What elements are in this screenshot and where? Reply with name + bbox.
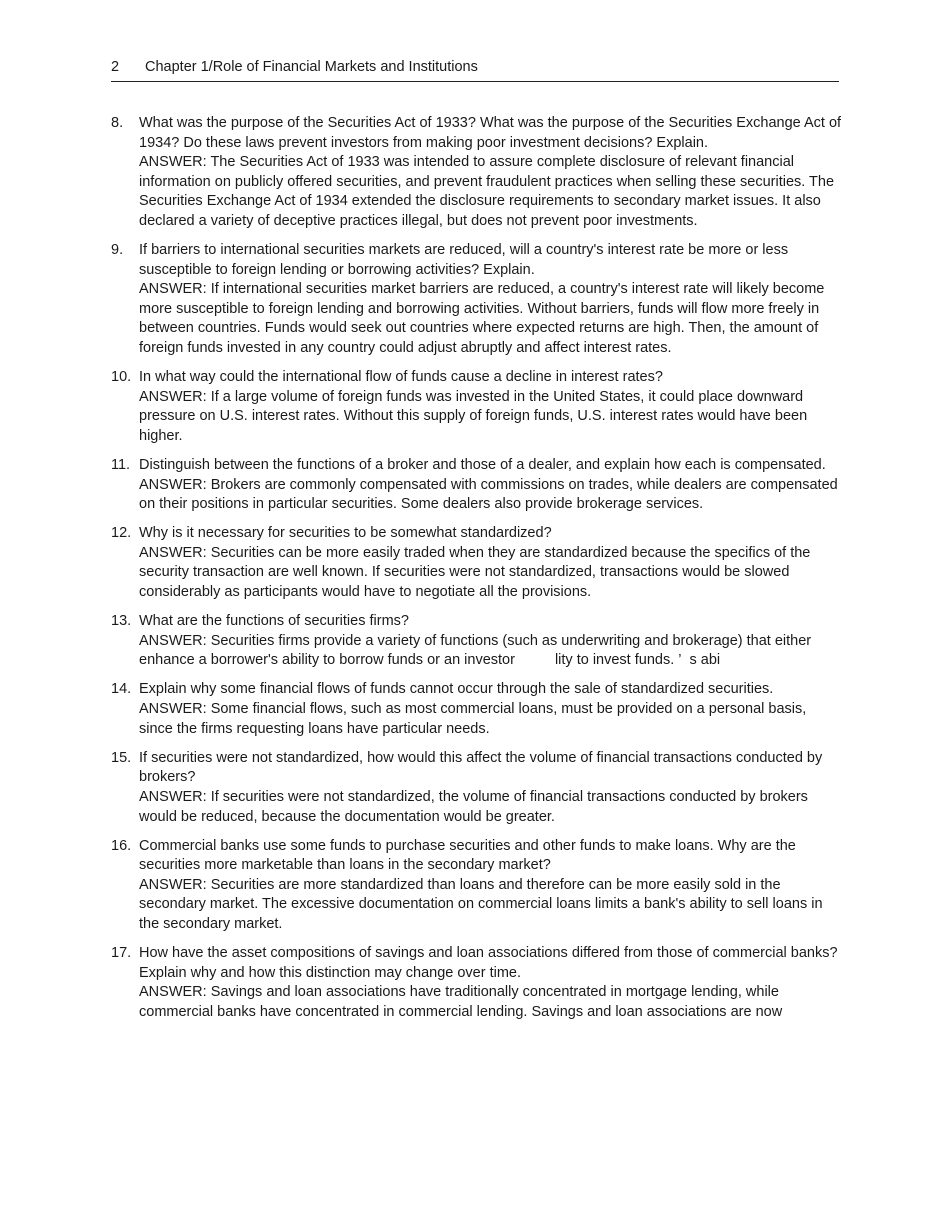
answer-fragment: ANSWER: Securities firms provide a variety of functions (such as underwriting and brokerage) that either enhance a borrower's ability to borrow funds or an investor [139,632,812,669]
question-text: In what way could the international flow of funds cause a decline in interest rates? [139,369,663,386]
answer-text: ANSWER: Savings and loan associations have traditionally concentrated in mortgage lending, while commercial banks have concentrated in commercial lending. Savings and loan associations are now [139,984,783,1020]
answer-text: ANSWER: If international securities market barriers are reduced, a country's interest rate will likely become more susceptible to foreign lending and borrowing activities. Without barriers, funds will flow more freely in between countries. Funds would seek out countries where expected returns are high. Then, the amount of foreign funds invested in any country could adjust abruptly and affect interest rates. [139,281,825,357]
question-text: Commercial banks use some funds to purchase securities and other funds to make loans. Why are the securities more marketable than loans in the secondary market? [139,837,796,874]
question-number: 14. [111,681,132,698]
question-text: Distinguish between the functions of a broker and those of a dealer, and explain how each is compensated. [139,457,826,473]
answer-fragment: s abi [689,652,721,669]
answer-text [139,632,843,671]
question-number: 13. [111,613,132,630]
question-text: What are the functions of securities firms? [139,613,409,630]
answer-text: ANSWER: Securities can be more easily traded when they are standardized because the specifics of the security transaction are well known. If securities were not standardized, transactions would be slowed considerably as participants would have to negotiate all the provisions. [139,544,811,601]
question-text: How have the asset compositions of savings and loan associations differed from those of commercial banks? Explain why and how this distinction may change over time. [139,945,838,981]
question-number: 9. [111,242,124,259]
question-item-16 [111,837,843,935]
question-item-9 [111,241,843,359]
answer-text: ANSWER: Some financial flows, such as most commercial loans, must be provided on a personal basis, since the firms requesting loans have particular needs. [139,701,807,737]
question-text: What was the purpose of the Securities Act of 1933? What was the purpose of the Securities Exchange Act of 1934? Do these laws prevent investors from making poor investment decisions? Explain. [139,115,842,151]
question-number: 11. [111,457,131,473]
answer-fragment: lity to invest funds. [554,652,675,669]
question-number: 16. [111,837,132,854]
chapter-title: Chapter 1/Role of Financial Markets and Institutions [145,59,478,75]
answer-text: ANSWER: If a large volume of foreign funds was invested in the United States, it could place downward pressure on U.S. interest rates. Without this supply of foreign funds, U.S. interest rates would have been higher. [139,388,808,444]
question-item-13 [111,612,843,671]
question-item-12 [111,524,843,602]
question-number: 12. [111,525,132,542]
question-item-14 [111,680,843,739]
question-text: Explain why some financial flows of funds cannot occur through the sale of standardized securities. [139,681,774,698]
question-list [111,114,843,1032]
page-header [111,57,839,82]
question-number: 15. [111,749,132,766]
question-text: If securities were not standardized, how would this affect the volume of financial transactions conducted by brokers? [139,749,823,786]
question-item-8 [111,114,843,232]
question-item-15 [111,749,843,827]
question-text: Why is it necessary for securities to be somewhat standardized? [139,525,552,542]
answer-text: ANSWER: The Securities Act of 1933 was intended to assure complete disclosure of relevant financial information on publicly offered securities, and prevent fraudulent practices when selling these securities. The Securities Exchange Act of 1934 extended the disclosure requirements to secondary market issues. It also declared a variety of deceptive practices illegal, but does not prevent poor investments. [139,154,835,229]
answer-text: ANSWER: If securities were not standardized, the volume of financial transactions conducted by brokers would be reduced, because the documentation would be greater. [139,788,808,825]
question-number: 8. [111,115,124,131]
question-item-17 [111,944,843,1022]
page-number: 2 [111,59,120,75]
question-text: If barriers to international securities markets are reduced, will a country's interest rate be more or less susceptible to foreign lending or borrowing activities? Explain. [139,242,789,278]
answer-text: ANSWER: Brokers are commonly compensated with commissions on trades, while dealers are compensated on their positions in particular securities. Some dealers also provide brokerage services. [139,476,838,513]
question-number: 17. [111,945,132,962]
answer-text: ANSWER: Securities are more standardized than loans and therefore can be more easily sold in the secondary market. The excessive documentation on commercial loans limits a bank's ability to sell loans in the secondary market. [139,876,823,932]
question-item-11 [111,456,843,515]
answer-fragment: ’ [678,652,682,669]
question-item-10 [111,368,843,446]
question-number: 10. [111,369,132,386]
